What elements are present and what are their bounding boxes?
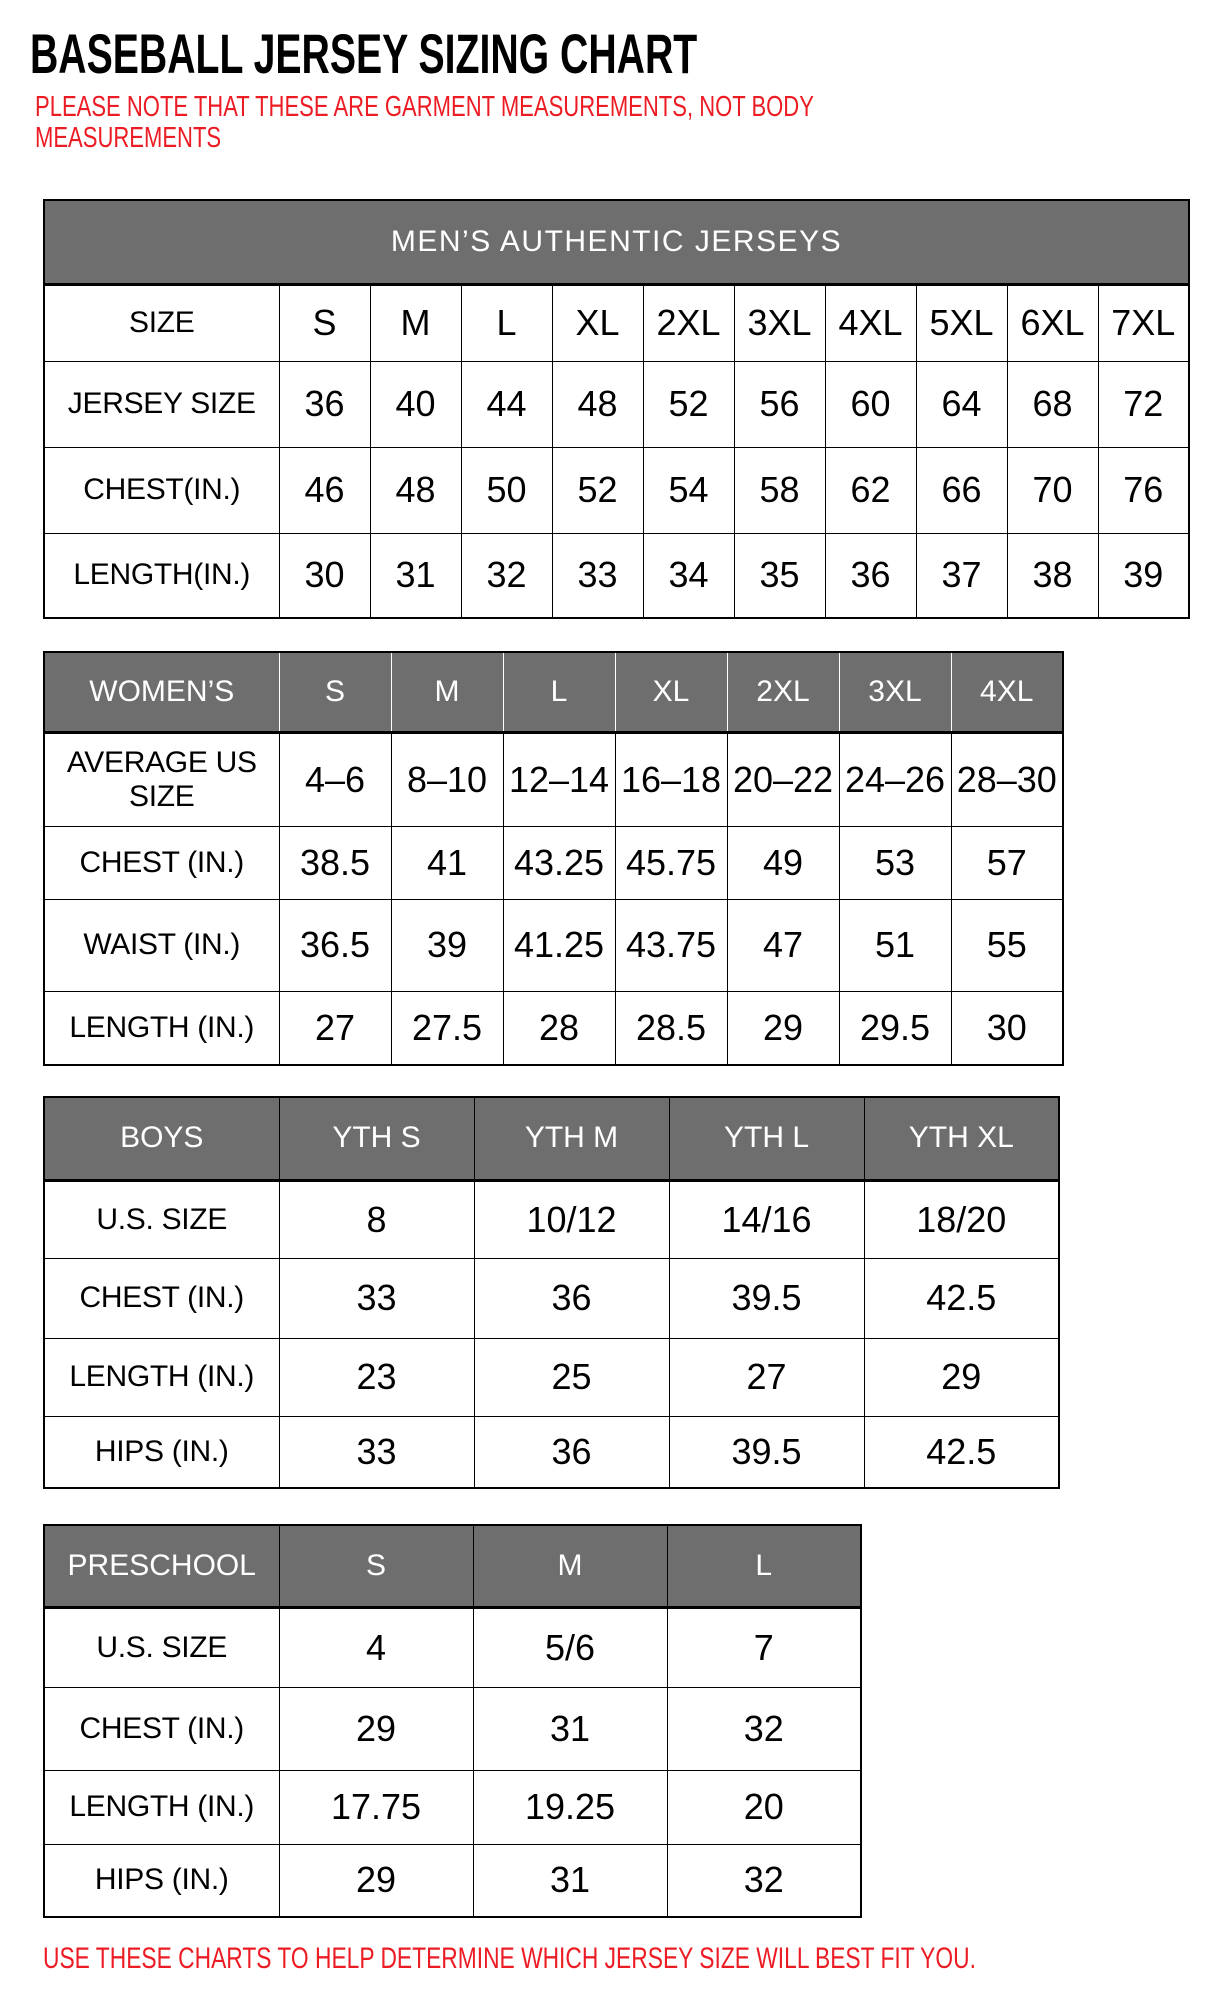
data-cell: 43.75 <box>615 899 727 991</box>
row-label: HIPS (IN.) <box>44 1844 279 1917</box>
row-label: U.S. SIZE <box>44 1180 279 1258</box>
data-cell: 8 <box>279 1180 474 1258</box>
row-label: WAIST (IN.) <box>44 899 279 991</box>
table-row <box>44 826 1063 899</box>
data-cell: 36 <box>474 1258 669 1338</box>
data-cell: 40 <box>370 361 461 447</box>
data-cell: 43.25 <box>503 826 615 899</box>
table-header-row <box>44 1097 1059 1180</box>
table-row <box>44 361 1189 447</box>
data-cell: 70 <box>1007 447 1098 533</box>
data-cell: 29.5 <box>839 991 951 1065</box>
data-cell: L <box>461 284 552 361</box>
row-label: LENGTH (IN.) <box>44 1338 279 1416</box>
data-cell: 31 <box>473 1844 667 1917</box>
data-cell: 38.5 <box>279 826 391 899</box>
row-label: U.S. SIZE <box>44 1607 279 1687</box>
data-cell: 20 <box>667 1770 861 1844</box>
data-cell: 60 <box>825 361 916 447</box>
table-row <box>44 732 1063 826</box>
data-cell: 18/20 <box>864 1180 1059 1258</box>
data-cell: 64 <box>916 361 1007 447</box>
row-label: LENGTH(IN.) <box>44 533 279 618</box>
data-cell: 47 <box>727 899 839 991</box>
row-label: LENGTH (IN.) <box>44 991 279 1065</box>
data-cell: 6XL <box>1007 284 1098 361</box>
data-cell: 39.5 <box>669 1258 864 1338</box>
table-header-row <box>44 1525 861 1607</box>
data-cell: 45.75 <box>615 826 727 899</box>
data-cell: 4 <box>279 1607 473 1687</box>
data-cell: 34 <box>643 533 734 618</box>
column-header: 3XL <box>839 652 951 732</box>
data-cell: 39 <box>1098 533 1189 618</box>
table-row <box>44 1607 861 1687</box>
data-cell: 20–22 <box>727 732 839 826</box>
data-cell: 32 <box>667 1687 861 1770</box>
row-label: JERSEY SIZE <box>44 361 279 447</box>
data-cell: 25 <box>474 1338 669 1416</box>
column-header: M <box>473 1525 667 1607</box>
data-cell: XL <box>552 284 643 361</box>
table-row <box>44 1770 861 1844</box>
data-cell: 42.5 <box>864 1416 1059 1488</box>
data-cell: 44 <box>461 361 552 447</box>
data-cell: 48 <box>370 447 461 533</box>
data-cell: 31 <box>473 1687 667 1770</box>
row-label: HIPS (IN.) <box>44 1416 279 1488</box>
data-cell: 51 <box>839 899 951 991</box>
data-cell: 32 <box>461 533 552 618</box>
data-cell: 56 <box>734 361 825 447</box>
data-cell: 62 <box>825 447 916 533</box>
mens-table-banner: MEN’S AUTHENTIC JERSEYS <box>44 200 1189 284</box>
data-cell: 7 <box>667 1607 861 1687</box>
note-line-2: MEASUREMENTS <box>35 122 222 154</box>
data-cell: 12–14 <box>503 732 615 826</box>
data-cell: 28.5 <box>615 991 727 1065</box>
data-cell: 39 <box>391 899 503 991</box>
column-header: 2XL <box>727 652 839 732</box>
column-header: S <box>279 1525 473 1607</box>
table-row <box>44 284 1189 361</box>
data-cell: 29 <box>279 1687 473 1770</box>
data-cell: 50 <box>461 447 552 533</box>
data-cell: 27.5 <box>391 991 503 1065</box>
data-cell: 14/16 <box>669 1180 864 1258</box>
data-cell: M <box>370 284 461 361</box>
table-row <box>44 1180 1059 1258</box>
row-label: CHEST(IN.) <box>44 447 279 533</box>
data-cell: 16–18 <box>615 732 727 826</box>
table-row <box>44 1687 861 1770</box>
data-cell: 52 <box>643 361 734 447</box>
footer-note: USE THESE CHARTS TO HELP DETERMINE WHICH JERSEY SIZE WILL BEST FIT YOU. <box>43 1942 976 1975</box>
data-cell: 36 <box>474 1416 669 1488</box>
data-cell: 36 <box>279 361 370 447</box>
data-cell: 39.5 <box>669 1416 864 1488</box>
data-cell: 54 <box>643 447 734 533</box>
note-line-1: PLEASE NOTE THAT THESE ARE GARMENT MEASUREMENTS, NOT BODY <box>35 91 814 123</box>
data-cell: 33 <box>552 533 643 618</box>
table-row <box>44 1844 861 1917</box>
boys-table <box>43 1096 1060 1489</box>
data-cell: 8–10 <box>391 732 503 826</box>
data-cell: 27 <box>669 1338 864 1416</box>
data-cell: 19.25 <box>473 1770 667 1844</box>
data-cell: 5/6 <box>473 1607 667 1687</box>
page-title: BASEBALL JERSEY SIZING CHART <box>30 22 698 85</box>
row-label: AVERAGE US SIZE <box>44 732 279 826</box>
data-cell: 57 <box>951 826 1063 899</box>
data-cell: 30 <box>951 991 1063 1065</box>
data-cell: 4–6 <box>279 732 391 826</box>
table-row <box>44 447 1189 533</box>
data-cell: 49 <box>727 826 839 899</box>
table-row <box>44 899 1063 991</box>
column-header: 4XL <box>951 652 1063 732</box>
womens-table <box>43 651 1064 1066</box>
data-cell: 5XL <box>916 284 1007 361</box>
data-cell: 31 <box>370 533 461 618</box>
data-cell: 7XL <box>1098 284 1189 361</box>
preschool-table <box>43 1524 862 1918</box>
data-cell: S <box>279 284 370 361</box>
column-header: YTH S <box>279 1097 474 1180</box>
data-cell: 10/12 <box>474 1180 669 1258</box>
row-label: CHEST (IN.) <box>44 1258 279 1338</box>
table-row <box>44 1416 1059 1488</box>
data-cell: 2XL <box>643 284 734 361</box>
table-header-row <box>44 652 1063 732</box>
data-cell: 52 <box>552 447 643 533</box>
column-header: L <box>503 652 615 732</box>
data-cell: 29 <box>864 1338 1059 1416</box>
row-label: CHEST (IN.) <box>44 826 279 899</box>
data-cell: 76 <box>1098 447 1189 533</box>
column-header: YTH L <box>669 1097 864 1180</box>
data-cell: 46 <box>279 447 370 533</box>
data-cell: 41.25 <box>503 899 615 991</box>
data-cell: 66 <box>916 447 1007 533</box>
data-cell: 4XL <box>825 284 916 361</box>
data-cell: 48 <box>552 361 643 447</box>
table-row <box>44 533 1189 618</box>
column-header: S <box>279 652 391 732</box>
data-cell: 38 <box>1007 533 1098 618</box>
data-cell: 28–30 <box>951 732 1063 826</box>
data-cell: 32 <box>667 1844 861 1917</box>
garment-measurements-note <box>35 92 936 154</box>
data-cell: 36 <box>825 533 916 618</box>
column-header: YTH M <box>474 1097 669 1180</box>
data-cell: 36.5 <box>279 899 391 991</box>
column-header: XL <box>615 652 727 732</box>
data-cell: 30 <box>279 533 370 618</box>
data-cell: 35 <box>734 533 825 618</box>
data-cell: 72 <box>1098 361 1189 447</box>
data-cell: 41 <box>391 826 503 899</box>
column-header: YTH XL <box>864 1097 1059 1180</box>
row-label: LENGTH (IN.) <box>44 1770 279 1844</box>
table-corner-header: BOYS <box>44 1097 279 1180</box>
data-cell: 42.5 <box>864 1258 1059 1338</box>
data-cell: 3XL <box>734 284 825 361</box>
row-label: SIZE <box>44 284 279 361</box>
data-cell: 37 <box>916 533 1007 618</box>
data-cell: 68 <box>1007 361 1098 447</box>
data-cell: 58 <box>734 447 825 533</box>
data-cell: 33 <box>279 1258 474 1338</box>
data-cell: 33 <box>279 1416 474 1488</box>
table-corner-header: WOMEN’S <box>44 652 279 732</box>
row-label: CHEST (IN.) <box>44 1687 279 1770</box>
data-cell: 28 <box>503 991 615 1065</box>
data-cell: 24–26 <box>839 732 951 826</box>
data-cell: 55 <box>951 899 1063 991</box>
table-row <box>44 991 1063 1065</box>
data-cell: 53 <box>839 826 951 899</box>
data-cell: 29 <box>727 991 839 1065</box>
data-cell: 17.75 <box>279 1770 473 1844</box>
table-row <box>44 1338 1059 1416</box>
table-row <box>44 1258 1059 1338</box>
column-header: M <box>391 652 503 732</box>
data-cell: 23 <box>279 1338 474 1416</box>
column-header: L <box>667 1525 861 1607</box>
data-cell: 29 <box>279 1844 473 1917</box>
table-corner-header: PRESCHOOL <box>44 1525 279 1607</box>
data-cell: 27 <box>279 991 391 1065</box>
mens-table <box>43 199 1190 619</box>
